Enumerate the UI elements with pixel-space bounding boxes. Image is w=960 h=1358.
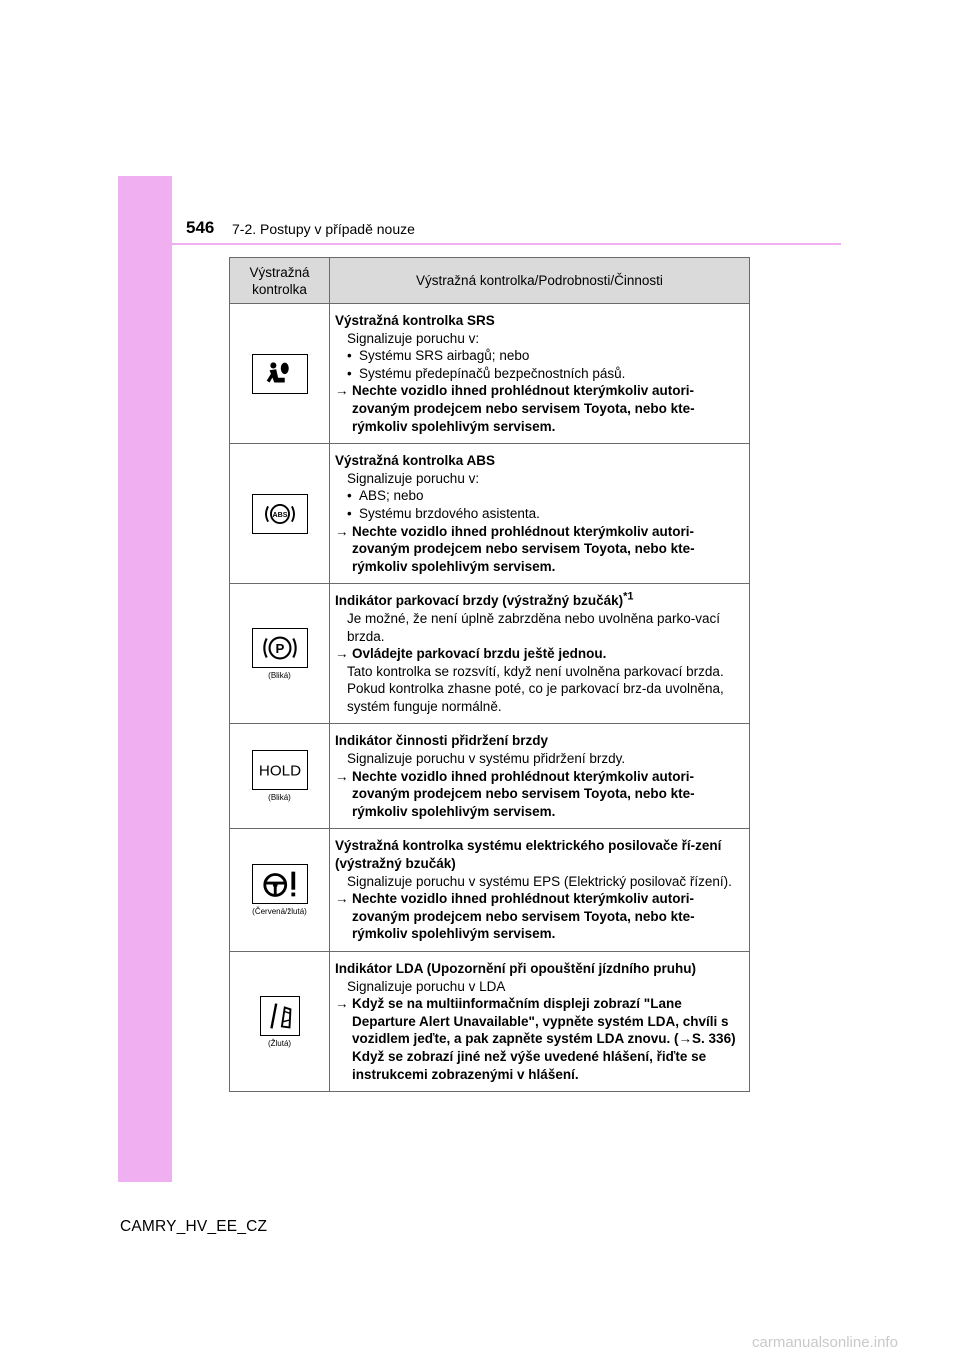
page-number: 546: [186, 218, 215, 237]
action-text: → Nechte vozidlo ihned prohlédnout kterýmkoliv autori-zovaným prodejcem nebo servisem Toyota, nebo kte-rýmkoliv spolehlivým servisem.: [335, 523, 695, 574]
list-item: • ABS; nebo: [347, 488, 424, 504]
icon-caption: (Bliká): [268, 670, 291, 680]
icon-caption: (Bliká): [268, 793, 291, 803]
svg-text:ABS: ABS: [271, 510, 288, 519]
lane-departure-icon: [260, 996, 300, 1036]
icon-caption: (Žlutá): [267, 1038, 292, 1048]
action-text: → Nechte vozidlo ihned prohlédnout kterýmkoliv autori-zovaným prodejcem nebo servisem Toyota, nebo kte-rýmkoliv spolehlivým servisem.: [335, 768, 695, 819]
icon-caption: (Červená/žlutá): [252, 907, 307, 917]
col-header-details: Výstražná kontrolka/Podrobnosti/Činnosti: [330, 258, 750, 304]
row-title: Výstražná kontrolka ABS: [335, 453, 496, 469]
abs-icon: [252, 494, 308, 534]
section-title: 7-2. Postupy v případě nouze: [232, 221, 415, 237]
document-code: CAMRY_HV_EE_CZ: [120, 1218, 268, 1235]
table-row: Výstražná kontrolka SRS Signalizuje poruchu v: • Systému SRS airbagů; nebo • Systému předepínačů bezpečnostních pásů. → Nechte vozidlo ihned prohlédnout kterýmkoliv autori-zovaným prodejcem nebo servisem Toyota, nebo kte-rýmkoliv spolehlivým servisem.: [230, 304, 750, 444]
row-title: Indikátor LDA (Upozornění při opouštění jízdního pruhu): [335, 961, 696, 976]
row-title: Indikátor činnosti přidržení brzdy: [335, 733, 549, 749]
action-text: → Když se na multiinformačním displeji zobrazí "Lane Departure Alert Unavailable", vypněte systém LDA, chvíli s vozidlem jeďte, a pak zapněte systém LDA znovu. (→S. 336): [335, 996, 736, 1047]
table-row: (Žlutá) Indikátor LDA (Upozornění při opouštění jízdního pruhu) Signalizuje poruchu v LDA → Když se na multiinformačním displeji zobrazí "Lane Departure Alert Unavailable", vypněte systém LDA, chvíli s vozidlem jeďte, a pak zapněte systém LDA znovu. (→S. 336) Když se zobrazí jiné než výše uvedené hlášení, řiďte se instrukcemi zobrazenými v hlášení.: [230, 952, 750, 1092]
col-header-icon: Výstražná kontrolka: [230, 258, 330, 304]
list-item: • Systému předepínačů bezpečnostních pásů.: [347, 365, 626, 381]
steering-warning-icon: [252, 864, 308, 904]
row-title: Výstražná kontrolka systému elektrického posilovače ří-zení (výstražný bzučák): [335, 838, 722, 872]
action-text: → Nechte vozidlo ihned prohlédnout kterýmkoliv autori-zovaným prodejcem nebo servisem Toyota, nebo kte-rýmkoliv spolehlivým servisem.: [335, 383, 695, 434]
airbag-icon: [252, 354, 308, 394]
chapter-tab-bar: [118, 176, 172, 1182]
table-row: HOLD (Bliká) Indikátor činnosti přidržení brzdy Signalizuje poruchu v systému přidržení brzdy. → Nechte vozidlo ihned prohlédnout kterýmkoliv autori-zovaným prodejcem nebo servisem Toyota, nebo kte-rýmkoliv spolehlivým servisem.: [230, 724, 750, 829]
svg-text:HOLD: HOLD: [258, 763, 301, 781]
hold-icon: [252, 750, 308, 790]
warning-light-table: [229, 257, 750, 1092]
svg-text:P: P: [275, 640, 284, 656]
table-row: (Červená/žlutá) Výstražná kontrolka systému elektrického posilovače ří-zení (výstražný bzučák) Signalizuje poruchu v systému EPS (Elektrický posilovač řízení). → Nechte vozidlo ihned prohlédnout kterýmkoliv autori-zovaným prodejcem nebo servisem Toyota, nebo kte-rýmkoliv spolehlivým servisem.: [230, 829, 750, 952]
table-header-row: [230, 258, 750, 304]
parking-brake-icon: [252, 628, 308, 668]
header-rule: [172, 243, 841, 245]
action-text: → Nechte vozidlo ihned prohlédnout kterýmkoliv autori-zovaným prodejcem nebo servisem Toyota, nebo kte-rýmkoliv spolehlivým servisem.: [335, 891, 695, 942]
list-item: • Systému SRS airbagů; nebo: [347, 348, 530, 364]
table-row: P (Bliká) Indikátor parkovací brzdy (výstražný bzučák)$^{*1}$ Je možné, že není úplně zabrzděna nebo uvolněna parko-vací brzda. → Ovládejte parkovací brzdu ještě jednou. Tato kontrolka se rozsvítí, když není uvolněna parkovací brzda. Pokud kontrolka zhasne poté, co je parkovací brz-da uvolněna, systém funguje normálně.: [230, 584, 750, 724]
watermark: carmanualsonline.info: [752, 1334, 898, 1351]
row-title: Indikátor parkovací brzdy (výstražný bzučák)$^{*1}$: [335, 590, 634, 609]
row-title: Výstražná kontrolka SRS: [335, 313, 495, 328]
list-item: • Systému brzdového asistenta.: [347, 505, 540, 521]
table-row: ABS Výstražná kontrolka ABS Signalizuje poruchu v: • ABS; nebo • Systému brzdového asistenta. → Nechte vozidlo ihned prohlédnout kterýmkoliv autori-zovaným prodejcem nebo servisem Toyota, nebo kte-rýmkoliv spolehlivým servisem.: [230, 444, 750, 584]
action-text: → Ovládejte parkovací brzdu ještě jednou.: [335, 646, 607, 662]
